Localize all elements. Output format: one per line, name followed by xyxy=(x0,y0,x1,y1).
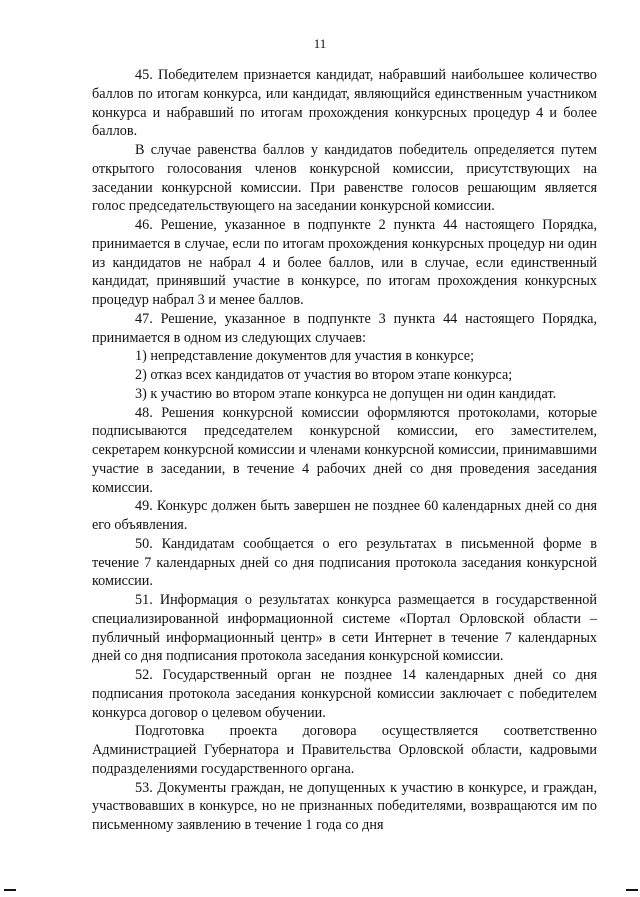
paragraph-48: 48. Решения конкурсной комиссии оформляются протоколами, которые подписываются председателем конкурсной комиссии, его заместителем, секретарем конкурсной комиссии и членами конкурсной комиссии, принимавшими участие в заседании, в течение 4 рабочих дней со дня проведения заседания комиссии. xyxy=(92,404,597,496)
paragraph-tie-rule: В случае равенства баллов у кандидатов победитель определяется путем открытого голосования членов конкурсной комиссии, присутствующих на заседании конкурсной комиссии. При равенстве голосов решающим является голос председательствующего на заседании конкурсной комиссии. xyxy=(92,142,597,215)
paragraph-46: 46. Решение, указанное в подпункте 2 пункта 44 настоящего Порядка, принимается в случае, если по итогам прохождения конкурсных процедур ни один из кандидатов не набрал 4 и более баллов, или в случае, если единственный кандидат, принявший участие в конкурсе, по итогам прохождения конкурсных процедур набрал 3 и менее баллов. xyxy=(92,217,597,308)
paragraph-51: 51. Информация о результатах конкурса размещается в государственной специализированной информационной системе «Портал Орловской области – публичный информационный центр» в сети Интернет в течение 7 календарных дней со дня подписания протокола заседания конкурсной комиссии. xyxy=(92,592,597,665)
paragraph-49: 49. Конкурс должен быть завершен не позднее 60 календарных дней со дня его объявления. xyxy=(92,498,597,533)
list-item-3: 3) к участию во втором этапе конкурса не допущен ни один кандидат. xyxy=(135,385,557,402)
document-body xyxy=(92,66,597,835)
edge-mark-right xyxy=(626,889,638,891)
page-number: 11 xyxy=(313,36,327,51)
edge-mark-left xyxy=(4,889,16,891)
paragraph-52: 52. Государственный орган не позднее 14 календарных дней со дня подписания протокола заседания конкурсной комиссии заключает с победителем конкурса договор о целевом обучении. xyxy=(92,667,597,721)
paragraph-47: 47. Решение, указанное в подпункте 3 пункта 44 настоящего Порядка, принимается в одном из следующих случаев: xyxy=(92,310,597,346)
list-item-2: 2) отказ всех кандидатов от участия во втором этапе конкурса; xyxy=(135,367,513,383)
paragraph-contract-preparation: Подготовка проекта договора осуществляется соответственно Администрацией Губернатора и Правительства Орловской области, кадровыми подразделениями государственного органа. xyxy=(92,723,597,777)
paragraph-50: 50. Кандидатам сообщается о его результатах в письменной форме в течение 7 календарных дней со дня подписания протокола заседания конкурсной комиссии. xyxy=(92,535,597,590)
paragraph-53: 53. Документы граждан, не допущенных к участию в конкурсе, и граждан, участвовавших в конкурсе, но не признанных победителями, возвращаются им по письменному заявлению в течение 1 года со дня xyxy=(92,779,597,833)
paragraph-45: 45. Победителем признается кандидат, набравший наибольшее количество баллов по итогам конкурса, или кандидат, являющийся единственным участником конкурса и набравший по итогам прохождения конкурсных процедур 4 и более баллов. xyxy=(92,67,597,140)
list-item-1: 1) непредставление документов для участия в конкурсе; xyxy=(135,348,475,365)
